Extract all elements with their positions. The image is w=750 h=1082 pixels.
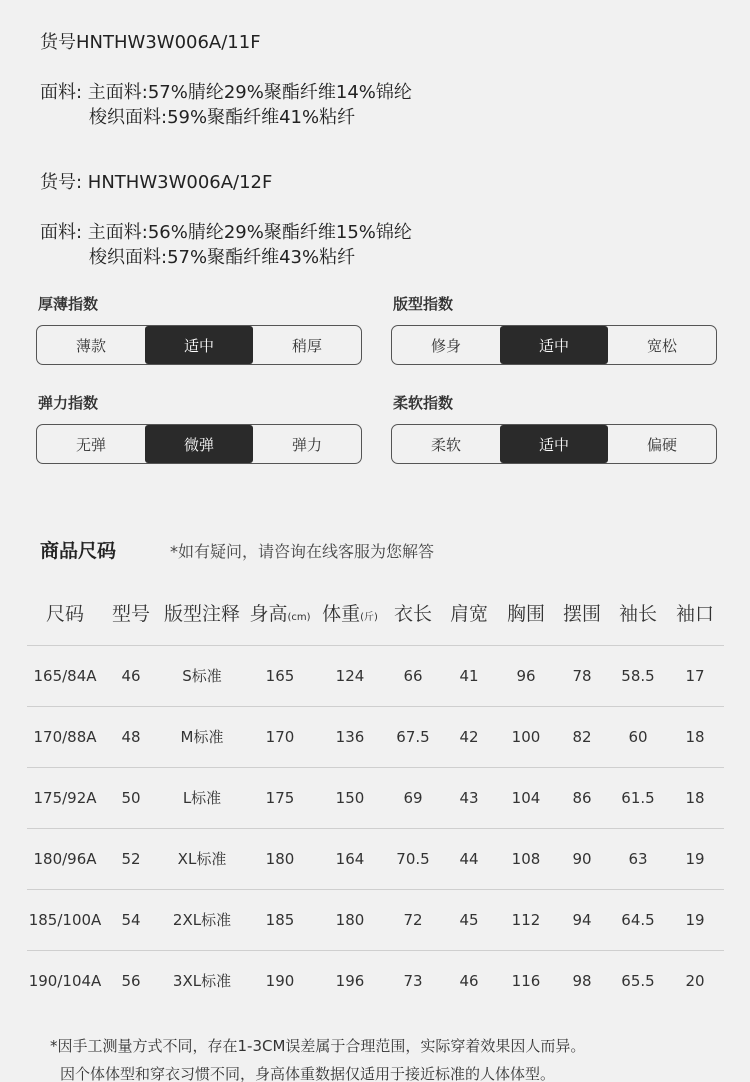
cell-length: 73	[403, 972, 423, 990]
cell-length: 67.5	[396, 728, 430, 746]
cell-cuff: 20	[685, 972, 705, 990]
cell-fit-note: L标准	[182, 789, 222, 807]
cell-shoulder: 43	[459, 789, 479, 807]
cell-size: 185/100A	[28, 911, 102, 929]
cell-chest: 100	[511, 728, 541, 746]
thickness-index-title: 厚薄指数	[38, 295, 99, 313]
thickness-option-thin: 薄款	[75, 336, 106, 355]
header-shoulder: 肩宽	[449, 603, 489, 625]
cell-height: 185	[265, 911, 295, 929]
cell-fit-note: M标准	[180, 728, 224, 746]
size-section-title: 商品尺码	[40, 540, 117, 562]
cell-model: 46	[121, 667, 141, 685]
cell-weight: 150	[335, 789, 365, 807]
header-height: 身高(cm)	[249, 603, 311, 625]
cell-weight: 164	[335, 850, 365, 868]
product-2-code: 货号: HNTHW3W006A/12F	[40, 172, 273, 193]
fit-index-title: 版型指数	[393, 295, 454, 313]
cell-fit-note: S标准	[182, 667, 222, 685]
cell-fit-note: 3XL标准	[172, 972, 232, 990]
header-length: 衣长	[393, 603, 433, 625]
footnote-body-type: 因个体体型和穿衣习惯不同，身高体重数据仅适用于接近标准的人体体型。	[60, 1065, 556, 1082]
stretch-index-title: 弹力指数	[38, 394, 99, 412]
fit-option-slim: 修身	[430, 336, 461, 355]
cell-length: 70.5	[396, 850, 430, 868]
cell-weight: 124	[335, 667, 365, 685]
cell-hem: 94	[572, 911, 592, 929]
cell-shoulder: 42	[459, 728, 479, 746]
cell-length: 69	[403, 789, 423, 807]
header-size: 尺码	[45, 603, 85, 625]
cell-fit-note: 2XL标准	[172, 911, 232, 929]
softness-index-title: 柔软指数	[393, 394, 454, 412]
thickness-option-thick: 稍厚	[291, 336, 322, 355]
cell-shoulder: 44	[459, 850, 479, 868]
header-fit-note: 版型注释	[163, 603, 241, 625]
cell-model: 54	[121, 911, 141, 929]
cell-sleeve-length: 65.5	[621, 972, 655, 990]
cell-chest: 112	[511, 911, 541, 929]
cell-model: 52	[121, 850, 141, 868]
cell-sleeve-length: 61.5	[621, 789, 655, 807]
footnote-measurement: *因手工测量方式不同，存在1-3CM误差属于合理范围，实际穿着效果因人而异。	[50, 1037, 586, 1055]
cell-sleeve-length: 64.5	[621, 911, 655, 929]
stretch-index-selector	[36, 424, 362, 464]
cell-shoulder: 41	[459, 667, 479, 685]
stretch-option-stretchy: 弹力	[291, 435, 322, 454]
header-weight: 体重(斤)	[322, 603, 378, 625]
cell-shoulder: 46	[459, 972, 479, 990]
cell-sleeve-length: 58.5	[621, 667, 655, 685]
table-row	[27, 889, 724, 950]
table-row	[27, 645, 724, 706]
product-1-fabric-woven: 梭织面料:59%聚酯纤维41%粘纤	[89, 107, 356, 128]
cell-hem: 78	[572, 667, 592, 685]
cell-cuff: 19	[685, 911, 705, 929]
cell-size: 180/96A	[33, 850, 97, 868]
product-2-fabric-woven: 梭织面料:57%聚酯纤维43%粘纤	[89, 247, 356, 268]
table-row	[27, 767, 724, 828]
cell-hem: 86	[572, 789, 592, 807]
header-model: 型号	[111, 603, 151, 625]
product-1-code: 货号HNTHW3W006A/11F	[40, 32, 261, 53]
cell-model: 50	[121, 789, 141, 807]
thickness-option-medium: 适中	[145, 326, 253, 364]
cell-length: 66	[403, 667, 423, 685]
cell-height: 170	[265, 728, 295, 746]
softness-option-medium: 适中	[500, 425, 608, 463]
cell-size: 190/104A	[28, 972, 102, 990]
cell-cuff: 19	[685, 850, 705, 868]
cell-weight: 196	[335, 972, 365, 990]
fit-option-regular: 适中	[500, 326, 608, 364]
fit-option-loose: 宽松	[646, 336, 677, 355]
softness-index-selector	[391, 424, 717, 464]
header-chest: 胸围	[506, 603, 546, 625]
header-cuff: 袖口	[675, 603, 715, 625]
size-table-header	[27, 598, 724, 630]
cell-height: 180	[265, 850, 295, 868]
cell-chest: 116	[511, 972, 541, 990]
cell-sleeve-length: 63	[628, 850, 648, 868]
cell-length: 72	[403, 911, 423, 929]
cell-height: 175	[265, 789, 295, 807]
cell-size: 175/92A	[33, 789, 97, 807]
softness-option-firm: 偏硬	[646, 435, 677, 454]
softness-option-soft: 柔软	[430, 435, 461, 454]
size-section-note: *如有疑问，请咨询在线客服为您解答	[170, 542, 435, 561]
cell-height: 190	[265, 972, 295, 990]
stretch-option-slight: 微弹	[145, 425, 253, 463]
cell-hem: 98	[572, 972, 592, 990]
cell-weight: 136	[335, 728, 365, 746]
cell-size: 170/88A	[33, 728, 97, 746]
cell-chest: 108	[511, 850, 541, 868]
cell-cuff: 18	[685, 728, 705, 746]
product-2-fabric-main: 面料: 主面料:56%腈纶29%聚酯纤维15%锦纶	[40, 222, 412, 243]
thickness-index-selector	[36, 325, 362, 365]
cell-model: 56	[121, 972, 141, 990]
product-1-fabric-main: 面料: 主面料:57%腈纶29%聚酯纤维14%锦纶	[40, 82, 412, 103]
cell-hem: 82	[572, 728, 592, 746]
header-sleeve-length: 袖长	[618, 603, 658, 625]
cell-height: 165	[265, 667, 295, 685]
cell-hem: 90	[572, 850, 592, 868]
cell-weight: 180	[335, 911, 365, 929]
cell-cuff: 18	[685, 789, 705, 807]
cell-model: 48	[121, 728, 141, 746]
cell-size: 165/84A	[33, 667, 97, 685]
cell-chest: 104	[511, 789, 541, 807]
cell-fit-note: XL标准	[177, 850, 227, 868]
stretch-option-none: 无弹	[75, 435, 106, 454]
header-hem: 摆围	[562, 603, 602, 625]
cell-chest: 96	[516, 667, 536, 685]
table-row	[27, 950, 724, 1011]
table-row	[27, 828, 724, 889]
table-row	[27, 706, 724, 767]
cell-shoulder: 45	[459, 911, 479, 929]
cell-sleeve-length: 60	[628, 728, 648, 746]
fit-index-selector	[391, 325, 717, 365]
cell-cuff: 17	[685, 667, 705, 685]
